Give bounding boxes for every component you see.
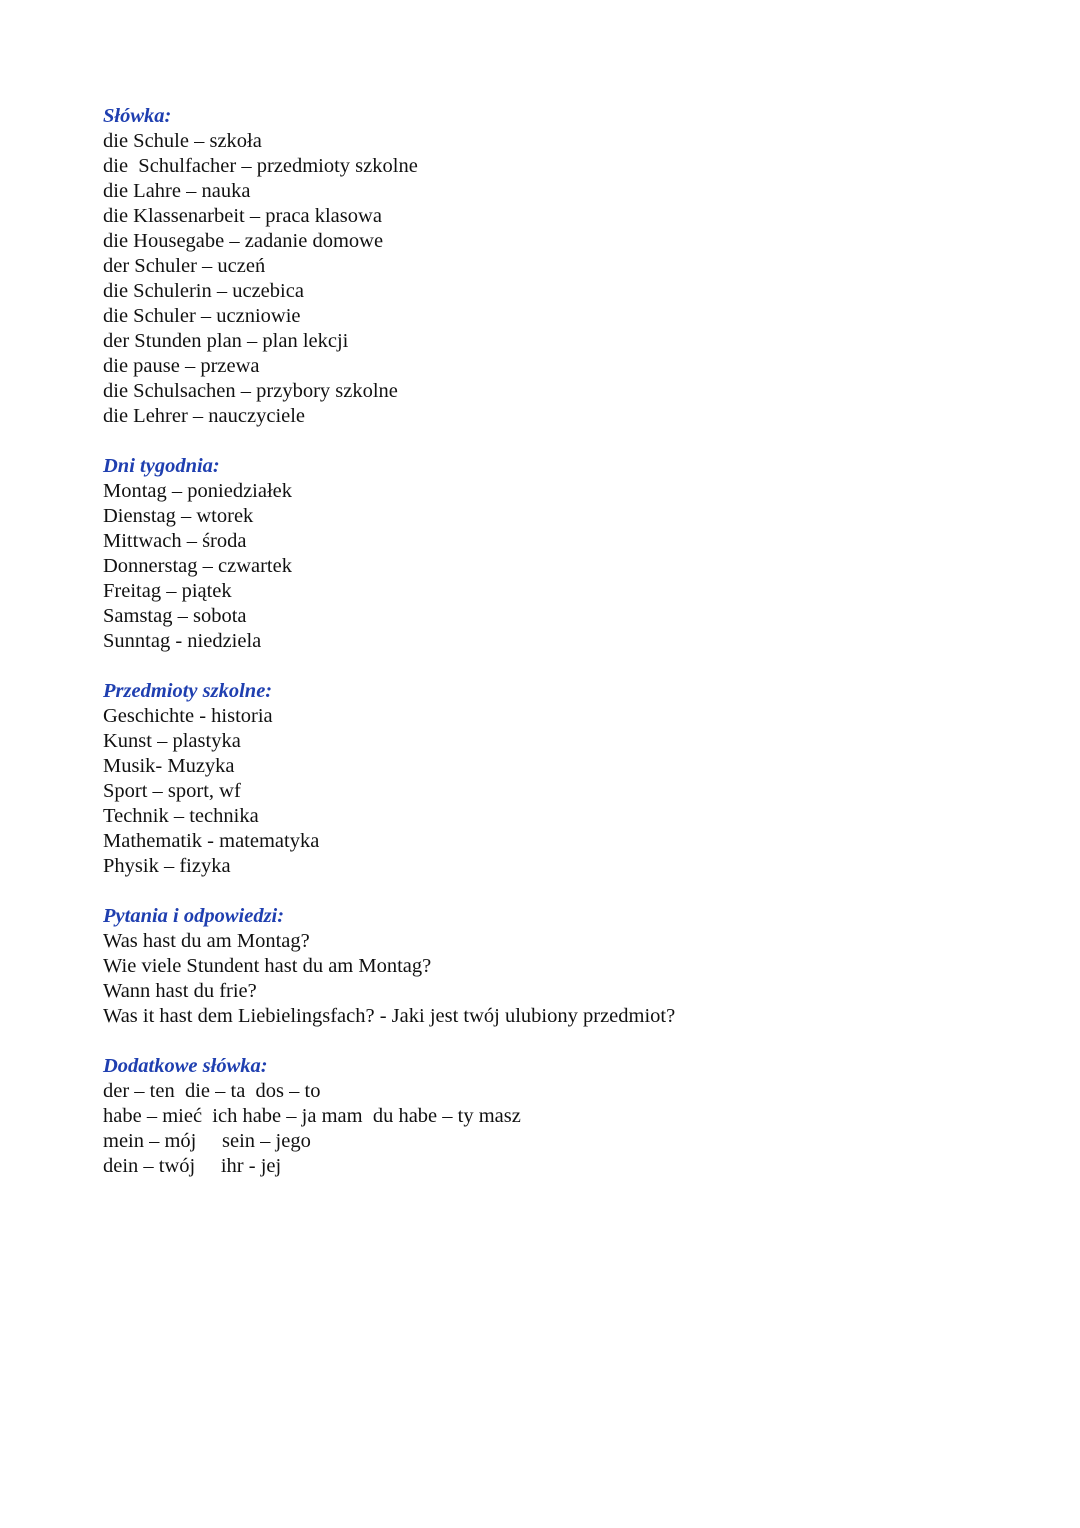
vocab-line: der Schuler – uczeń xyxy=(103,255,266,277)
subject-line: Geschichte - historia xyxy=(103,705,273,727)
extra-vocab-line: dein – twój ihr - jej xyxy=(103,1155,282,1177)
vocab-line: die Schulerin – uczebica xyxy=(103,280,304,302)
weekday-line: Montag – poniedziałek xyxy=(103,480,293,502)
vocab-line: die Lehrer – nauczyciele xyxy=(103,405,306,427)
section-heading: Słówka: xyxy=(103,105,172,127)
vocab-line: die Schulfacher – przedmioty szkolne xyxy=(103,155,418,177)
section-heading: Dni tygodnia: xyxy=(103,455,220,477)
vocab-line: die Housegabe – zadanie domowe xyxy=(103,230,384,252)
question-line: Wann hast du frie? xyxy=(103,980,257,1002)
weekday-line: Mittwach – środa xyxy=(103,530,247,552)
question-line: Was it hast dem Liebielingsfach? - Jaki jest twój ulubiony przedmiot? xyxy=(103,1005,676,1027)
subject-line: Sport – sport, wf xyxy=(103,780,241,802)
weekday-line: Freitag – piątek xyxy=(103,580,232,602)
document-page xyxy=(103,104,1003,1204)
question-line: Wie viele Stundent hast du am Montag? xyxy=(103,955,432,977)
vocab-line: die Klassenarbeit – praca klasowa xyxy=(103,205,382,227)
vocab-line: der Stunden plan – plan lekcji xyxy=(103,330,349,352)
section-weekdays xyxy=(103,454,1003,654)
subject-line: Technik – technika xyxy=(103,805,259,827)
vocab-line: die pause – przewa xyxy=(103,355,260,377)
weekday-line: Dienstag – wtorek xyxy=(103,505,254,527)
section-vocabulary xyxy=(103,104,1003,429)
vocab-line: die Schule – szkoła xyxy=(103,130,262,152)
subject-line: Musik- Muzyka xyxy=(103,755,235,777)
extra-vocab-line: der – ten die – ta dos – to xyxy=(103,1080,321,1102)
subject-line: Kunst – plastyka xyxy=(103,730,241,752)
question-line: Was hast du am Montag? xyxy=(103,930,310,952)
weekday-line: Samstag – sobota xyxy=(103,605,247,627)
extra-vocab-line: habe – mieć ich habe – ja mam du habe – ty masz xyxy=(103,1105,521,1127)
vocab-line: die Schulsachen – przybory szkolne xyxy=(103,380,398,402)
section-heading: Pytania i odpowiedzi: xyxy=(103,905,285,927)
weekday-line: Donnerstag – czwartek xyxy=(103,555,292,577)
section-questions-answers xyxy=(103,904,1003,1029)
subject-line: Mathematik - matematyka xyxy=(103,830,320,852)
vocab-line: die Schuler – uczniowie xyxy=(103,305,301,327)
section-heading: Dodatkowe słówka: xyxy=(103,1055,268,1077)
weekday-line: Sunntag - niedziela xyxy=(103,630,262,652)
extra-vocab-line: mein – mój sein – jego xyxy=(103,1130,311,1152)
subject-line: Physik – fizyka xyxy=(103,855,231,877)
section-heading: Przedmioty szkolne: xyxy=(103,680,273,702)
section-additional-vocabulary xyxy=(103,1054,1003,1179)
vocab-line: die Lahre – nauka xyxy=(103,180,251,202)
section-school-subjects xyxy=(103,679,1003,879)
